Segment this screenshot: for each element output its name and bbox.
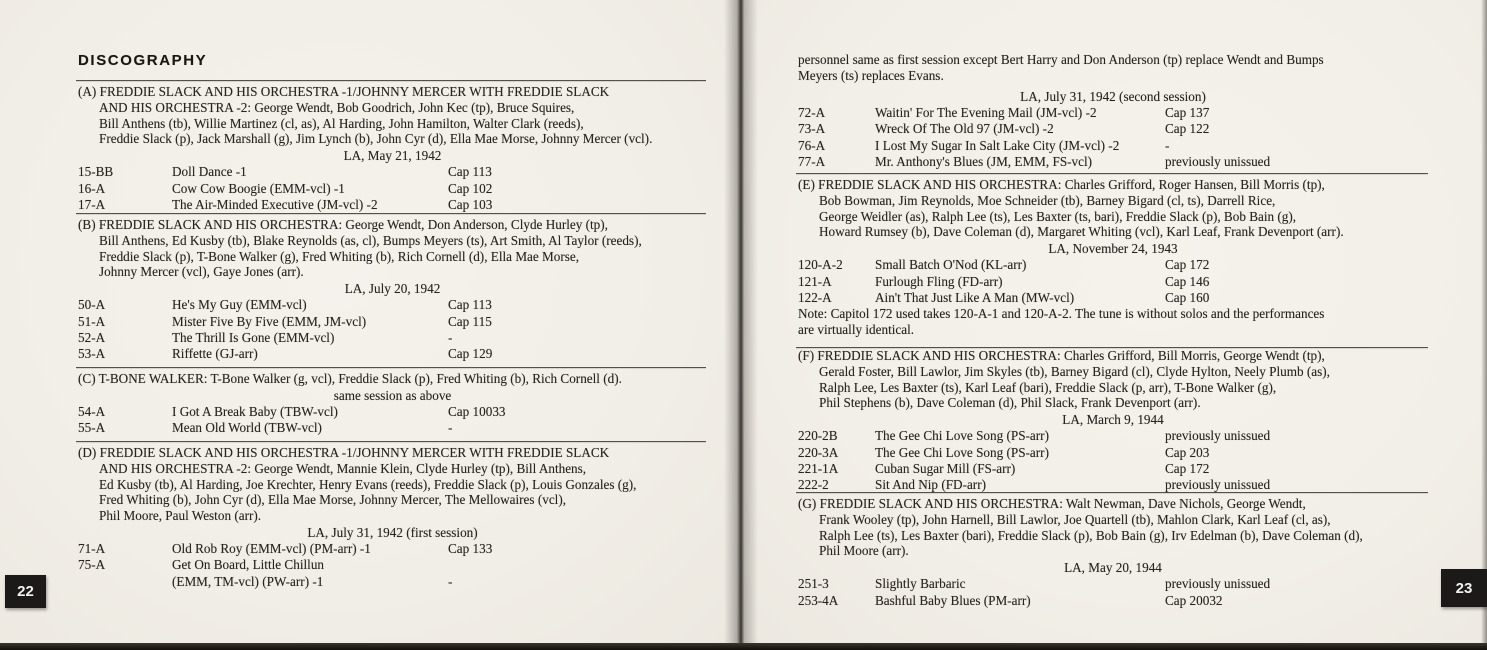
track-title: Doll Dance -1 xyxy=(172,164,247,180)
session-personnel-heading xyxy=(78,445,707,524)
session-date: LA, July 20, 1942 xyxy=(344,281,441,297)
section-rule xyxy=(76,80,706,81)
track-label-number: previously unissued xyxy=(1165,477,1271,493)
track-title: Cow Cow Boogie (EMM-vcl) -1 xyxy=(172,180,345,196)
track-title: Bashful Baby Blues (PM-arr) xyxy=(875,592,1031,608)
track-row xyxy=(798,477,1428,493)
track-matrix-number: 221-1A xyxy=(798,460,839,476)
track-matrix-number: 17-A xyxy=(78,196,106,212)
track-label-number: Cap 113 xyxy=(448,297,492,313)
track-row xyxy=(798,593,1428,609)
track-label-number: - xyxy=(1165,137,1170,153)
heading-line: (A) FREDDIE SLACK AND HIS ORCHESTRA -1/JOHNNY MERCER WITH FREDDIE SLACK xyxy=(78,84,610,99)
track-label-number: previously unissued xyxy=(1165,154,1271,170)
track-title: I Got A Break Baby (TBW-vcl) xyxy=(172,403,338,419)
track-title: The Gee Chi Love Song (PS-arr) xyxy=(875,428,1049,444)
track-matrix-number: 52-A xyxy=(78,329,106,345)
heading-line: Bill Anthens (tb), Willie Martinez (cl, as), Al Harding, John Hamilton, Walter Clark (reeds), xyxy=(99,115,584,131)
heading-line: Howard Rumsey (b), Dave Coleman (d), Margaret Whiting (vcl), Karl Leaf, Frank Devenport (arr). xyxy=(819,224,1344,240)
page-right-edge-shadow xyxy=(1481,0,1487,650)
track-label-number: Cap 172 xyxy=(1165,257,1210,273)
track-row xyxy=(798,105,1428,121)
track-title: Mr. Anthony's Blues (JM, EMM, FS-vcl) xyxy=(875,154,1093,170)
session-personnel-heading xyxy=(798,496,1428,559)
discography-section xyxy=(78,84,707,213)
track-matrix-number: 75-A xyxy=(78,557,106,573)
heading-line: AND HIS ORCHESTRA -2: George Wendt, Mannie Klein, Clyde Hurley (tp), Bill Anthens, xyxy=(99,460,587,476)
track-label-number: Cap 129 xyxy=(448,346,493,362)
track-matrix-number: 121-A xyxy=(798,273,832,289)
heading-line: George Weidler (as), Ralph Lee (ts), Les Baxter (ts, bari), Freddie Slack (p), Bob Bain (g), xyxy=(819,208,1297,224)
heading-line: Phil Moore, Paul Weston (arr). xyxy=(99,508,262,524)
heading-line: AND HIS ORCHESTRA -2: George Wendt, Bob Goodrich, John Kec (tp), Bruce Squires, xyxy=(99,99,575,115)
track-row xyxy=(798,461,1428,477)
note-line: Note: Capitol 172 used takes 120-A-1 and 120-A-2. The tune is without solos and the performances xyxy=(798,306,1325,322)
track-row xyxy=(798,121,1428,137)
track-row xyxy=(78,404,707,420)
scan-bottom-edge xyxy=(0,643,1487,650)
track-matrix-number: 15-BB xyxy=(78,164,114,180)
track-label-number: - xyxy=(448,573,453,589)
track-matrix-number: 55-A xyxy=(78,420,106,436)
track-matrix-number: 51-A xyxy=(78,313,106,329)
discography-section xyxy=(798,496,1428,609)
session-personnel-heading xyxy=(78,84,707,147)
track-row xyxy=(78,197,707,213)
track-title: Cuban Sugar Mill (FS-arr) xyxy=(875,460,1016,476)
track-title: Mister Five By Five (EMM, JM-vcl) xyxy=(172,313,367,329)
track-title: Wreck Of The Old 97 (JM-vcl) -2 xyxy=(875,121,1054,137)
track-title: I Lost My Sugar In Salt Lake City (JM-vcl) -2 xyxy=(875,137,1120,153)
track-label-number: previously unissued xyxy=(1165,576,1271,592)
track-title: Riffette (GJ-arr) xyxy=(172,346,258,362)
discography-section xyxy=(78,445,707,590)
track-matrix-number: 54-A xyxy=(78,403,106,419)
track-matrix-number: 120-A-2 xyxy=(798,257,843,273)
track-label-number: Cap 203 xyxy=(1165,444,1210,460)
discography-section xyxy=(798,177,1428,338)
track-label-number: Cap 10033 xyxy=(448,403,506,419)
session-personnel-heading xyxy=(798,177,1428,240)
page-number-tab-left xyxy=(5,575,46,608)
track-title: Small Batch O'Nod (KL-arr) xyxy=(875,257,1027,273)
track-matrix-number xyxy=(78,574,172,590)
heading-line: (E) FREDDIE SLACK AND HIS ORCHESTRA: Charles Grifford, Roger Hansen, Bill Morris (tp), xyxy=(798,177,1325,192)
track-title: Waitin' For The Evening Mail (JM-vcl) -2 xyxy=(875,105,1097,120)
track-label-number: Cap 20032 xyxy=(1165,592,1223,608)
session-date: LA, May 20, 1944 xyxy=(1064,560,1162,576)
session-date: same session as above xyxy=(333,387,452,403)
track-label-number xyxy=(448,557,707,573)
heading-line: Phil Moore (arr). xyxy=(819,543,909,559)
track-row xyxy=(78,557,707,573)
heading-line: Johnny Mercer (vcl), Gaye Jones (arr). xyxy=(99,264,304,280)
heading-line: Gerald Foster, Bill Lawlor, Jim Skyles (tb), Barney Bigard (cl), Clyde Hylton, Neely Plumb (as), xyxy=(819,363,1330,379)
track-matrix-number: 253-4A xyxy=(798,592,839,608)
heading-line: (D) FREDDIE SLACK AND HIS ORCHESTRA -1/JOHNNY MERCER WITH FREDDIE SLACK xyxy=(78,445,610,460)
heading-line: Freddie Slack (p), T-Bone Walker (g), Fred Whiting (b), Rich Cornell (d), Ella Mae Morse, xyxy=(99,248,580,264)
track-row xyxy=(78,541,707,557)
track-label-number: Cap 137 xyxy=(1165,105,1210,120)
track-label-number: Cap 103 xyxy=(448,196,493,212)
session-date: LA, March 9, 1944 xyxy=(1062,412,1164,428)
intro-paragraph xyxy=(798,52,1428,84)
session-date: LA, July 31, 1942 (first session) xyxy=(307,524,478,540)
track-title: Slightly Barbaric xyxy=(875,576,966,592)
track-matrix-number: 73-A xyxy=(798,121,826,137)
track-title: The Gee Chi Love Song (PS-arr) xyxy=(875,444,1049,460)
session-date: LA, November 24, 1943 xyxy=(1048,241,1178,257)
heading-line: Frank Wooley (tp), John Harnell, Bill Lawlor, Joe Quartell (tb), Mahlon Clark, Karl Leaf (cl, as), xyxy=(819,511,1331,527)
track-matrix-number: 72-A xyxy=(798,105,826,120)
track-matrix-number: 77-A xyxy=(798,154,826,170)
track-row xyxy=(78,330,707,346)
track-label-number: Cap 113 xyxy=(448,164,492,180)
track-row xyxy=(78,574,707,590)
page-number-right: 23 xyxy=(1455,579,1473,597)
track-matrix-number: 122-A xyxy=(798,289,832,305)
track-matrix-number: 220-3A xyxy=(798,444,839,460)
track-row xyxy=(798,445,1428,461)
track-row xyxy=(78,164,707,180)
track-row xyxy=(798,428,1428,444)
track-row xyxy=(78,314,707,330)
track-row xyxy=(78,181,707,197)
track-row xyxy=(798,290,1428,306)
track-title: Furlough Fling (FD-arr) xyxy=(875,273,1003,289)
session-personnel-heading xyxy=(78,371,707,387)
track-row xyxy=(798,576,1428,592)
discography-section xyxy=(798,88,1428,171)
track-matrix-number: 53-A xyxy=(78,346,106,362)
heading-line: Bob Bowman, Jim Reynolds, Moe Schneider (tb), Barney Bigard (cl, ts), Darrell Rice, xyxy=(819,192,1276,208)
heading-line: Ralph Lee (ts), Les Baxter (bari), Freddie Slack (p), Bob Bain (g), Irv Edelman (b), Dave Coleman (d), xyxy=(819,527,1363,543)
track-matrix-number: 50-A xyxy=(78,297,106,313)
heading-line: (F) FREDDIE SLACK AND HIS ORCHESTRA: Charles Grifford, Bill Morris, George Wendt (tp), xyxy=(798,348,1325,363)
note-line: are virtually identical. xyxy=(798,322,915,338)
track-title: Old Rob Roy (EMM-vcl) (PM-arr) -1 xyxy=(172,540,371,556)
track-matrix-number: 16-A xyxy=(78,180,106,196)
track-title: The Thrill Is Gone (EMM-vcl) xyxy=(172,329,335,345)
intro-line: personnel same as first session except Bert Harry and Don Anderson (tp) replace Wendt and Bumps xyxy=(798,52,1324,67)
track-label-number: Cap 146 xyxy=(1165,273,1210,289)
section-rule xyxy=(796,173,1428,174)
track-row xyxy=(798,274,1428,290)
page-number-left: 22 xyxy=(17,583,34,600)
heading-line: Ralph Lee, Les Baxter (ts), Karl Leaf (bari), Freddie Slack (p, arr), T-Bone Walker (g), xyxy=(819,379,1277,395)
discography-section xyxy=(798,348,1428,494)
heading-line: (G) FREDDIE SLACK AND HIS ORCHESTRA: Walt Newman, Dave Nichols, George Wendt, xyxy=(798,496,1306,511)
heading-line: Ed Kusby (tb), Al Harding, Joe Krechter, Henry Evans (reeds), Freddie Slack (p), Louis Gonzales (g), xyxy=(99,476,637,492)
heading-line: (C) T-BONE WALKER: T-Bone Walker (g, vcl), Freddie Slack (p), Fred Whiting (b), Rich Cornell (d). xyxy=(78,371,622,386)
track-row xyxy=(798,257,1428,273)
section-rule xyxy=(76,441,706,442)
heading-line: Bill Anthens, Ed Kusby (tb), Blake Reynolds (as, cl), Bumps Meyers (ts), Art Smith, Al Taylor (reeds), xyxy=(99,232,642,248)
track-row xyxy=(798,154,1428,170)
session-note xyxy=(798,306,1428,338)
track-label-number: Cap 172 xyxy=(1165,460,1210,476)
discography-section xyxy=(78,217,707,363)
track-label-number: - xyxy=(448,420,453,436)
track-row xyxy=(78,346,707,362)
track-label-number: Cap 160 xyxy=(1165,289,1210,305)
page-title: DISCOGRAPHY xyxy=(78,52,208,69)
session-date: LA, May 21, 1942 xyxy=(343,148,442,164)
session-personnel-heading xyxy=(798,348,1428,411)
track-label-number: - xyxy=(448,329,453,345)
track-row xyxy=(78,297,707,313)
track-label-number: Cap 115 xyxy=(448,313,492,329)
track-row xyxy=(798,138,1428,154)
track-label-number: previously unissued xyxy=(1165,428,1271,444)
track-title: (EMM, TM-vcl) (PW-arr) -1 xyxy=(172,573,324,589)
track-title: Sit And Nip (FD-arr) xyxy=(875,477,986,493)
track-title: The Air-Minded Executive (JM-vcl) -2 xyxy=(172,196,378,212)
track-title: Ain't That Just Like A Man (MW-vcl) xyxy=(875,289,1075,305)
heading-line: Fred Whiting (b), John Cyr (d), Ella Mae Morse, Johnny Mercer, The Mellowaires (vcl), xyxy=(99,492,567,508)
intro-line: Meyers (ts) replaces Evans. xyxy=(798,67,944,83)
track-label-number: Cap 122 xyxy=(1165,121,1210,137)
heading-line: Phil Stephens (b), Dave Coleman (d), Phil Slack, Frank Devenport (arr). xyxy=(819,395,1201,411)
track-matrix-number: 71-A xyxy=(78,540,106,556)
session-personnel-heading xyxy=(78,217,707,280)
heading-line: Freddie Slack (p), Jack Marshall (g), Jim Lynch (b), John Cyr (d), Ella Mae Morse, Johnny Mercer (vcl). xyxy=(99,131,653,147)
track-title: Get On Board, Little Chillun xyxy=(172,557,325,573)
track-title: Mean Old World (TBW-vcl) xyxy=(172,420,322,436)
track-matrix-number: 251-3 xyxy=(798,576,829,592)
track-matrix-number: 222-2 xyxy=(798,477,829,493)
track-label-number: Cap 133 xyxy=(448,540,493,556)
track-matrix-number: 76-A xyxy=(798,137,826,153)
discography-section xyxy=(78,371,707,437)
section-rule xyxy=(76,367,706,368)
track-row xyxy=(78,420,707,436)
track-matrix-number: 220-2B xyxy=(798,428,838,444)
track-label-number: Cap 102 xyxy=(448,180,493,196)
session-date: LA, July 31, 1942 (second session) xyxy=(1020,89,1206,104)
heading-line: (B) FREDDIE SLACK AND HIS ORCHESTRA: George Wendt, Don Anderson, Clyde Hurley (tp), xyxy=(78,217,608,232)
track-title: He's My Guy (EMM-vcl) xyxy=(172,297,307,313)
